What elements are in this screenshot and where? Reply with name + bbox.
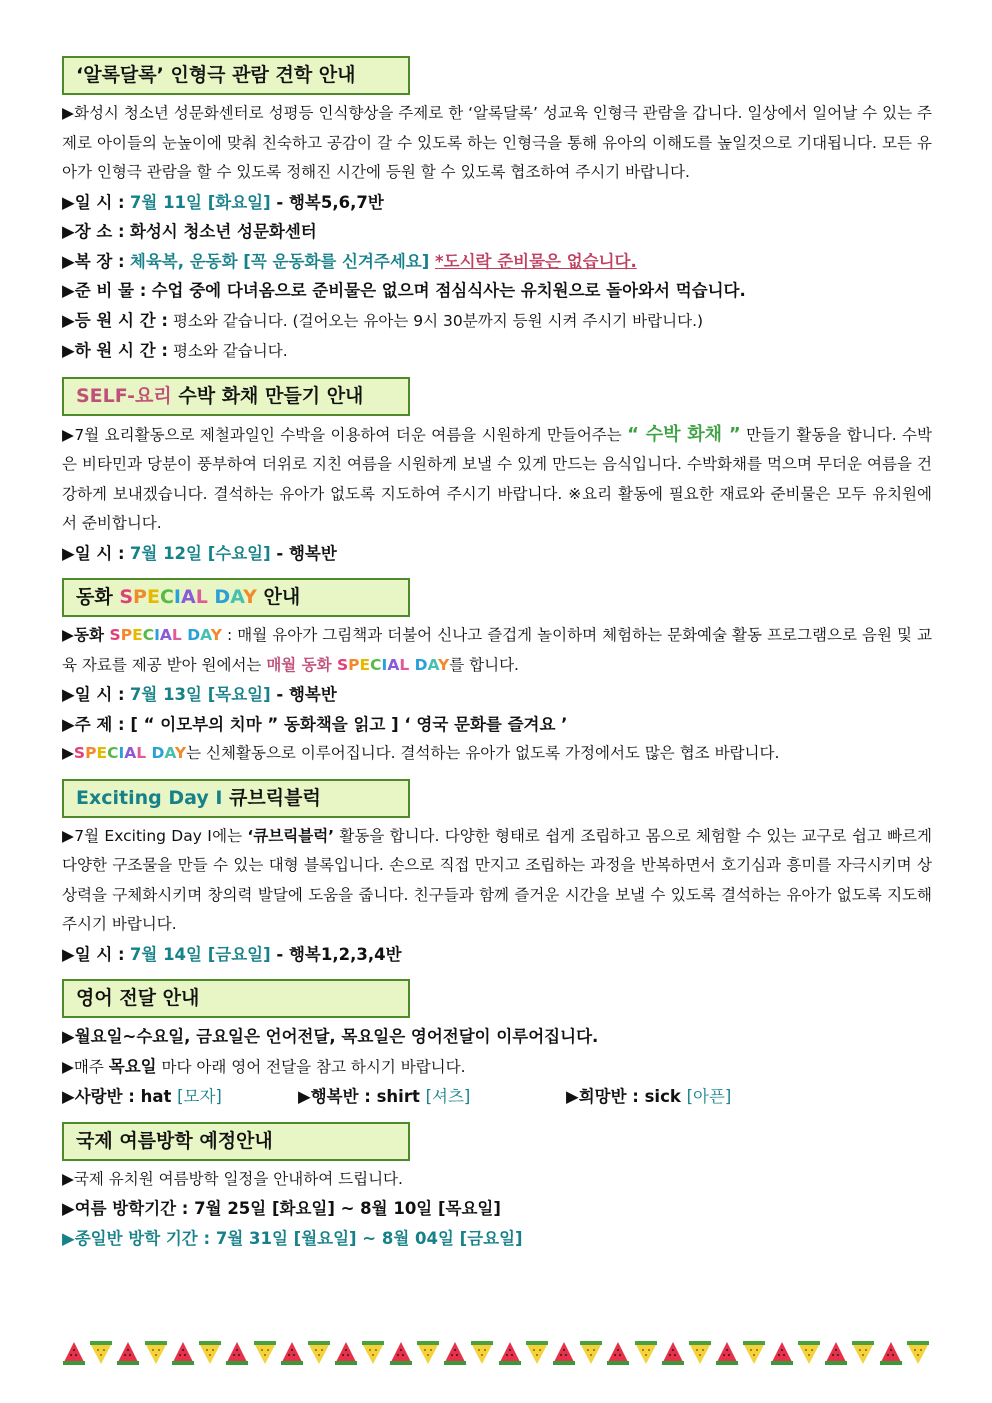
vacation-section-title: 국제 여름방학 예정안내 [62,1122,410,1161]
puppet-date-row: ▶일 시 : 7월 11일 [화요일] - 행복5,6,7반 [62,192,384,212]
exciting-intro: ▶7월 Exciting Day Ⅰ에는 ‘큐브릭블럭’ 활동을 합니다. 다양한 형태로 쉽게 조립하고 몸으로 체험할 수 있는 교구로 쉽고 빠르게 다양한 구조물을 만들 수 있는 대형 블록입니다. 손으로 직접 만지고 조립하는 과정을 반복하면서 호기심과 흥미를 자극시키며 상상력을 구체화시키며 창의력 발달에 도움을 줍니다. 친구들과 함께 즐거운 시간을 보낼 수 있도록 결석하는 유아가 없도록 지도해 주시기 바랍니다. [62,826,932,933]
english-line-2: ▶매주 목요일 마다 아래 영어 전달을 참고 하시기 바랍니다. [62,1056,466,1076]
fairytale-note-row: ▶SPECIAL DAY는 신체활동으로 이루어집니다. 결석하는 유아가 없도록 가정에서도 많은 협조 바랍니다. [62,744,780,762]
watermelon-slice-icon [879,1340,903,1366]
english-section-title: 영어 전달 안내 [62,979,410,1018]
special-day-title: SPECIAL DAY [119,586,257,608]
cooking-intro: ▶7월 요리활동으로 제철과일인 수박을 이용하여 더운 여름을 시원하게 만들어주는 “ 수박 화채 ” 만들기 활동을 합니다. 수박은 비타민과 당분이 풍부하여 더위로 지친 여름을 시원하게 보낼 수 있게 만드는 음식입니다. 수박화채를 먹으며 무더운 여름을 건강하게 보내겠습니다. 결석하는 유아가 없도록 지도하여 주시기 바랍니다. ※요리 활동에 필요한 재료와 준비물은 모두 유치원에서 준비합니다. [62,423,932,532]
watermelon-slice-icon [552,1340,576,1366]
pineapple-slice-icon [89,1340,113,1366]
fairytale-intro: ▶동화 SPECIAL DAY : 매월 유아가 그림책과 더불어 신나고 즐겁게 놀이하며 체험하는 문화예술 활동 프로그램으로 음원 및 교육 자료를 제공 받아 원에서는 매월 동화 SPECIAL DAY를 합니다. [62,626,933,674]
english-class-haengbok: ▶행복반 : shirt [셔츠] [298,1087,471,1106]
puppet-intro: ▶화성시 청소년 성문화센터로 성평등 인식향상을 주제로 한 ‘알록달록’ 성교육 인형극 관람을 갑니다. 일상에서 일어날 수 있는 주제로 아이들의 눈높이에 맞춰 친숙하고 공감이 갈 수 있도록 하는 인형극을 통해 유아의 이해도를 높일것으로 기대됩니다. 모든 유아가 인형극 관람을 할 수 있도록 정해진 시간에 등원 할 수 있도록 협조하여 주시기 바랍니다. [62,104,932,181]
pineapple-slice-icon [361,1340,385,1366]
puppet-supplies-row: ▶준 비 물 : 수업 중에 다녀옴으로 준비물은 없으며 점심식사는 유치원으로 돌아와서 먹습니다. [62,281,746,300]
fairytale-theme-row: ▶주 제 : [ “ 이모부의 치마 ” 동화책을 읽고 ] ‘ 영국 문화를 즐겨요 ’ [62,714,568,734]
pineapple-slice-icon [144,1340,168,1366]
cooking-section [62,377,932,569]
vacation-line-3: ▶종일반 방학 기간 : 7월 31일 [월요일] ~ 8월 04일 [금요일] [62,1228,523,1248]
watermelon-slice-icon [334,1340,358,1366]
puppet-arrival-row: ▶등 원 시 간 : 평소와 같습니다. (걸어오는 유아는 9시 30분까지 등원 시켜 주시기 바랍니다.) [62,310,704,330]
watermelon-slice-icon [443,1340,467,1366]
pineapple-slice-icon [797,1340,821,1366]
watermelon-slice-icon [661,1340,685,1366]
vacation-line-2: ▶여름 방학기간 : 7월 25일 [화요일] ~ 8월 10일 [목요일] [62,1199,501,1218]
special-day-inline: SPECIAL DAY [109,626,222,644]
watermelon-slice-icon [770,1340,794,1366]
watermelon-slice-icon [498,1340,522,1366]
watermelon-slice-icon [62,1340,86,1366]
pineapple-slice-icon [742,1340,766,1366]
watermelon-slice-icon [824,1340,848,1366]
pineapple-slice-icon [579,1340,603,1366]
vacation-section [62,1122,932,1254]
pineapple-slice-icon [470,1340,494,1366]
puppet-place-row: ▶장 소 : 화성시 청소년 성문화센터 [62,222,317,241]
exciting-date-row: ▶일 시 : 7월 14일 [금요일] - 행복1,2,3,4반 [62,944,402,964]
fairytale-section-title: 동화 SPECIAL DAY 안내 [62,578,410,617]
pineapple-slice-icon [525,1340,549,1366]
special-day-inline-2: SPECIAL DAY [337,655,450,674]
puppet-section [62,56,932,367]
watermelon-slice-icon [389,1340,413,1366]
watermelon-slice-icon [606,1340,630,1366]
newsletter-page [62,56,932,1263]
special-day-inline-3: SPECIAL DAY [73,744,187,762]
pineapple-slice-icon [198,1340,222,1366]
english-section [62,979,932,1112]
puppet-section-title: ‘알록달록’ 인형극 관람 견학 안내 [62,56,410,95]
pineapple-slice-icon [307,1340,331,1366]
exciting-section-title: Exciting Day Ⅰ 큐브릭블럭 [62,779,410,818]
fairytale-date-row: ▶일 시 : 7월 13일 [목요일] - 행복반 [62,685,337,704]
cooking-section-title: SELF-요리 수박 화채 만들기 안내 [62,377,410,416]
fairytale-section [62,578,932,769]
cooking-date-row: ▶일 시 : 7월 12일 [수요일] - 행복반 [62,543,337,563]
watermelon-slice-icon [225,1340,249,1366]
puppet-dress-row: ▶복 장 : 체육복, 운동화 [꼭 운동화를 신겨주세요] *도시락 준비물은 없습니다. [62,251,637,271]
puppet-dismissal-row: ▶하 원 시 간 : 평소와 같습니다. [62,341,288,360]
exciting-section [62,779,932,970]
fruit-border [62,1340,930,1370]
english-line-1: ▶월요일~수요일, 금요일은 언어전달, 목요일은 영어전달이 이루어집니다. [62,1027,599,1046]
pineapple-slice-icon [906,1340,930,1366]
english-classes-row [62,1082,932,1112]
pineapple-slice-icon [851,1340,875,1366]
pineapple-slice-icon [688,1340,712,1366]
english-class-sarang: ▶사랑반 : hat [모자] [62,1087,222,1106]
english-class-huimang: ▶희망반 : sick [아픈] [566,1087,732,1106]
pineapple-slice-icon [416,1340,440,1366]
watermelon-slice-icon [280,1340,304,1366]
pineapple-slice-icon [634,1340,658,1366]
pineapple-slice-icon [253,1340,277,1366]
vacation-line-1: ▶국제 유치원 여름방학 일정을 안내하여 드립니다. [62,1169,403,1188]
watermelon-slice-icon [116,1340,140,1366]
watermelon-slice-icon [715,1340,739,1366]
watermelon-slice-icon [171,1340,195,1366]
